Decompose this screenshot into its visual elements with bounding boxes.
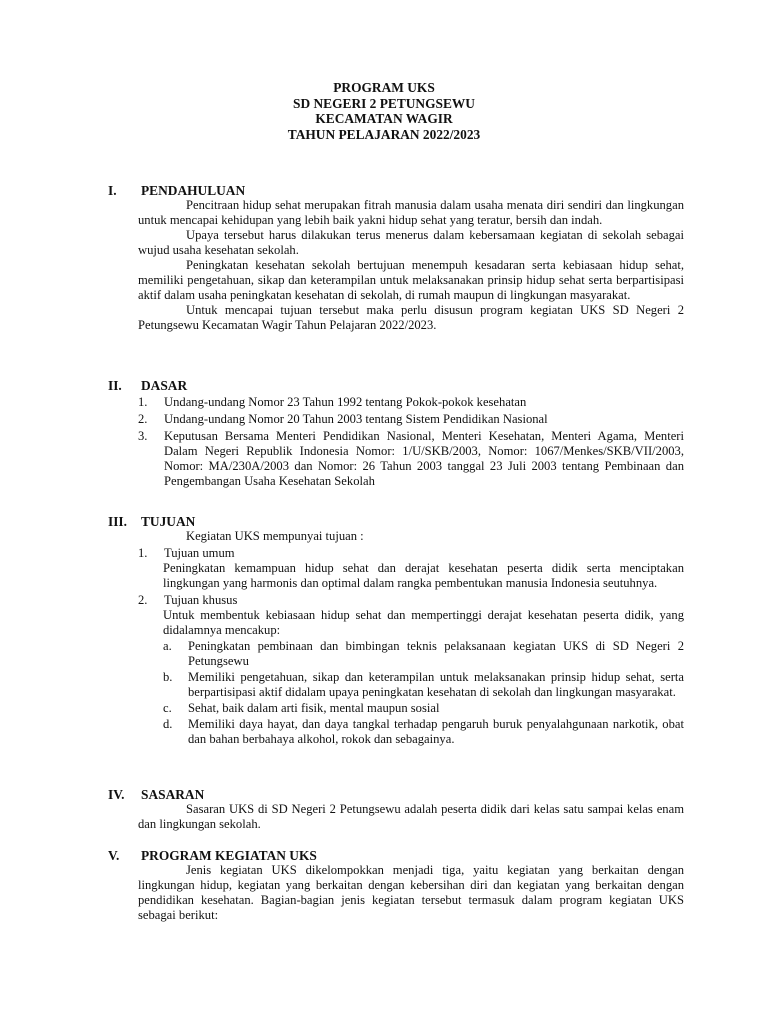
section-title: PENDAHULUAN <box>141 183 246 198</box>
section-title: PROGRAM KEGIATAN UKS <box>141 848 317 863</box>
list-item <box>163 717 684 747</box>
list-item-text: Keputusan Bersama Menteri Pendidikan Nasional, Menteri Kesehatan, Menteri Agama, Menteri Dalam Negeri Republik Indonesia Nomor: 1/U/SKB/2003, Nomor: 1067/Menkes/SKB/VII/2003, Nomor: MA/230A/2003 dan Nomor: 26 Tahun 2003 tanggal 23 Juli 2003 tentang Pembinaan dan Pengembangan Usaha Kesehatan Sekolah <box>164 429 684 488</box>
section-body <box>138 393 684 489</box>
paragraph: Peningkatan kemampuan hidup sehat dan derajat kesehatan peserta didik serta menciptakan lingkungan yang harmonis dan optimal dalam rangka pembentukan manusia Indonesia seutuhnya. <box>163 561 684 590</box>
section-body <box>138 863 684 923</box>
section-number: II. <box>108 378 122 393</box>
list-item-letter: c. <box>163 701 172 715</box>
list-item-title: Tujuan umum <box>164 546 235 560</box>
list-item-letter: d. <box>163 717 173 731</box>
section-number: V. <box>108 848 120 863</box>
lettered-list <box>138 639 684 747</box>
paragraph: Kegiatan UKS mempunyai tujuan : <box>186 529 364 543</box>
list-item-number: 2. <box>138 593 148 607</box>
paragraph: Pencitraan hidup sehat merupakan fitrah manusia dalam usaha menata diri sendiri dan lingkungan untuk mencapai kehidupan yang lebih baik yakni hidup sehat yang teratur, bersih dan indah. <box>138 198 684 227</box>
header-school-name: SD NEGERI 2 PETUNGSEWU <box>293 95 475 111</box>
list-item-text: Undang-undang Nomor 20 Tahun 2003 tentang Sistem Pendidikan Nasional <box>164 412 548 426</box>
paragraph: Sasaran UKS di SD Negeri 2 Petungsewu adalah peserta didik dari kelas satu sampai kelas enam dan lingkungan sekolah. <box>138 802 684 831</box>
list-item <box>138 429 684 489</box>
header-school-year: TAHUN PELAJARAN 2022/2023 <box>287 126 481 142</box>
list-item-letter: b. <box>163 670 173 684</box>
section-number: III. <box>108 514 127 529</box>
list-item <box>163 701 684 716</box>
list-item-letter: a. <box>163 639 172 653</box>
list-item-text: Memiliki pengetahuan, sikap dan keterampilan untuk melaksanakan prinsip hidup sehat, serta berpartisipasi aktif didalam upaya peningkatan kesehatan di sekolah dan lingkungan masyarakat. <box>188 670 684 699</box>
section-title: TUJUAN <box>141 514 196 529</box>
paragraph: Upaya tersebut harus dilakukan terus menerus dalam kebersamaan kegiatan di sekolah sebagai wujud usaha kesehatan sekolah. <box>138 228 684 257</box>
list-item-text: Memiliki daya hayat, dan daya tangkal terhadap pengaruh buruk penyalahgunaan narkotik, obat dan bahan berbahaya alkohol, rokok dan sebagainya. <box>188 717 684 746</box>
list-item <box>163 639 684 669</box>
section-body <box>138 802 684 832</box>
section-number: I. <box>108 183 117 198</box>
numbered-list <box>138 395 684 489</box>
list-item <box>138 546 684 561</box>
document-header <box>0 80 768 142</box>
section-number: IV. <box>108 787 125 802</box>
list-item <box>138 412 684 427</box>
header-district: KECAMATAN WAGIR <box>315 111 453 127</box>
list-item-number: 3. <box>138 429 148 443</box>
list-item-number: 2. <box>138 412 148 426</box>
list-item-text: Sehat, baik dalam arti fisik, mental maupun sosial <box>188 701 440 715</box>
list-item-number: 1. <box>138 395 148 409</box>
header-program-title: PROGRAM UKS <box>333 80 435 95</box>
list-item <box>138 593 684 608</box>
section-title: SASARAN <box>141 787 205 802</box>
section-body <box>138 529 684 747</box>
paragraph: Untuk mencapai tujuan tersebut maka perlu disusun program kegiatan UKS SD Negeri 2 Petungsewu Kecamatan Wagir Tahun Pelajaran 2022/2023. <box>138 303 684 332</box>
list-item <box>163 670 684 700</box>
list-item-number: 1. <box>138 546 148 560</box>
paragraph: Untuk membentuk kebiasaan hidup sehat dan mempertinggi derajat kesehatan peserta didik, yang didalamnya mencakup: <box>163 608 684 637</box>
paragraph: Peningkatan kesehatan sekolah bertujuan menempuh kesadaran serta kebiasaan hidup sehat, memiliki pengetahuan, sikap dan keterampilan untuk melaksanakan prinsip hidup sehat serta berpartisipasi aktif dalam usaha peningkatan kesehatan di sekolah, di rumah maupun di lingkungan masyarakat. <box>138 258 684 302</box>
list-item-text: Peningkatan pembinaan dan bimbingan teknis pelaksanaan kegiatan UKS di SD Negeri 2 Petungsewu <box>188 639 684 668</box>
list-item-title: Tujuan khusus <box>164 593 238 607</box>
paragraph: Jenis kegiatan UKS dikelompokkan menjadi tiga, yaitu kegiatan yang berkaitan dengan lingkungan hidup, kegiatan yang berkaitan dengan kebersihan diri dan kegiatan yang berkaitan dengan pendidikan kesehatan. Bagian-bagian jenis kegiatan tersebut termasuk dalam program kegiatan UKS sebagai berikut: <box>138 863 684 922</box>
section-body <box>138 198 684 333</box>
list-item-text: Undang-undang Nomor 23 Tahun 1992 tentang Pokok-pokok kesehatan <box>164 395 527 409</box>
list-item <box>138 395 684 410</box>
section-title: DASAR <box>141 378 188 393</box>
